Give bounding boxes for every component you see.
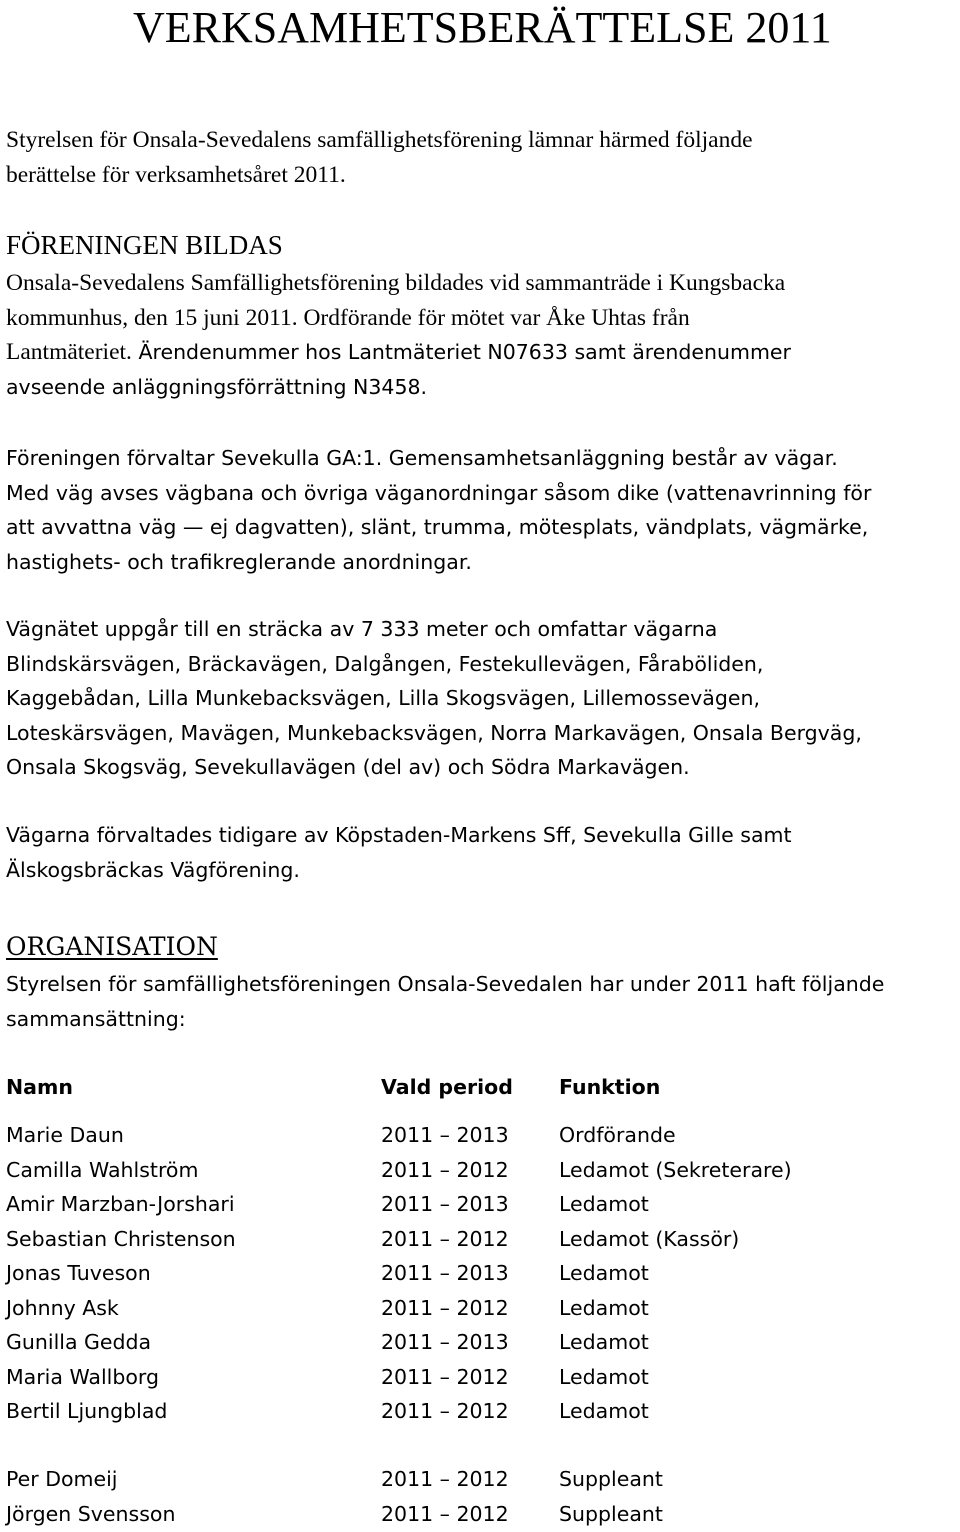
column-header-name: Namn [6, 1075, 73, 1099]
member-name: Gunilla Gedda [6, 1330, 152, 1354]
member-function: Ledamot [559, 1364, 649, 1389]
member-name: Jörgen Svensson [6, 1501, 176, 1526]
member-name: Per Domeij [6, 1467, 118, 1491]
text-line: Blindskärsvägen, Bräckavägen, Dalgången, Festekullevägen, Fåraböliden, [6, 651, 764, 676]
text-line: kommunhus, den 15 juni 2011. Ordförande för mötet var Åke Uhtas från [6, 304, 690, 331]
member-period: 2011 – 2012 [381, 1467, 509, 1491]
text-line: Kaggebådan, Lilla Munkebacksvägen, Lilla Skogsvägen, Lillemossevägen, [6, 686, 760, 710]
member-period: 2011 – 2012 [381, 1399, 509, 1423]
member-name: Bertil Ljungblad [6, 1399, 168, 1423]
member-name: Johnny Ask [6, 1295, 119, 1320]
member-period: 2011 – 2013 [381, 1330, 509, 1354]
member-period: 2011 – 2012 [381, 1501, 509, 1526]
intro-line: Styrelsen för Onsala-Sevedalens samfällighetsförening lämnar härmed följande [6, 127, 753, 153]
member-name: Maria Wallborg [6, 1364, 159, 1389]
management-paragraph [6, 441, 956, 579]
member-function: Ledamot [559, 1399, 649, 1423]
intro-paragraph [6, 123, 956, 192]
intro-line: berättelse för verksamhetsåret 2011. [6, 161, 346, 188]
text-line: Onsala-Sevedalens Samfällighetsförening bildades vid sammanträde i Kungsbacka [6, 270, 786, 296]
member-name: Marie Daun [6, 1123, 124, 1147]
member-function: Ledamot [559, 1192, 649, 1216]
section-heading: ORGANISATION [6, 932, 218, 961]
previous-management-paragraph [6, 818, 956, 887]
text-line: Onsala Skogsväg, Sevekullavägen (del av) och Södra Markavägen. [6, 755, 690, 779]
member-function: Ledamot [559, 1295, 649, 1320]
text-line: Vägnätet uppgår till en sträcka av 7 333 meter och omfattar vägarna [6, 617, 718, 641]
organisation-paragraph [6, 967, 956, 1036]
member-function: Ledamot [559, 1330, 649, 1354]
text-fragment: Ärendenummer hos Lantmäteriet N07633 samt ärendenummer [131, 340, 791, 364]
text-line: Älskogsbräckas Vägförening. [6, 857, 300, 882]
member-function: Ledamot [559, 1261, 649, 1285]
text-line: Vägarna förvaltades tidigare av Köpstaden-Markens Sff, Sevekulla Gille samt [6, 823, 792, 847]
member-name: Jonas Tuveson [6, 1261, 151, 1285]
column-header-period: Vald period [381, 1075, 513, 1099]
page-title: VERKSAMHETSBERÄTTELSE 2011 [133, 3, 832, 52]
text-line: avseende anläggningsförrättning N3458. [6, 374, 428, 399]
section-heading-foreningen-bildas [6, 228, 956, 263]
member-function: Ordförande [559, 1123, 676, 1147]
member-function: Ledamot (Kassör) [559, 1226, 740, 1251]
text-line: Föreningen förvaltar Sevekulla GA:1. Gemensamhetsanläggning består av vägar. [6, 446, 838, 470]
text-fragment: Lantmäteriet. [6, 339, 132, 365]
member-function: Suppleant [559, 1501, 663, 1526]
member-period: 2011 – 2013 [381, 1123, 509, 1147]
formation-paragraph [6, 266, 956, 404]
member-name: Sebastian Christenson [6, 1226, 236, 1251]
text-line: Loteskärsvägen, Mavägen, Munkebacksvägen, Norra Markavägen, Onsala Bergväg, [6, 720, 862, 745]
member-name: Camilla Wahlström [6, 1157, 199, 1182]
member-period: 2011 – 2013 [381, 1192, 509, 1216]
text-line [6, 335, 956, 370]
member-function: Suppleant [559, 1467, 663, 1491]
member-period: 2011 – 2013 [381, 1261, 509, 1285]
member-period: 2011 – 2012 [381, 1295, 509, 1320]
section-heading: FÖRENINGEN BILDAS [6, 230, 283, 260]
text-line: sammansättning: [6, 1006, 186, 1031]
text-line: att avvattna väg — ej dagvatten), slänt, trumma, mötesplats, vändplats, vägmärke, [6, 515, 869, 539]
text-line: Styrelsen för samfällighetsföreningen Onsala-Sevedalen har under 2011 haft följande [6, 972, 885, 996]
section-heading-organisation [6, 930, 956, 965]
member-period: 2011 – 2012 [381, 1364, 509, 1389]
column-header-function: Funktion [559, 1075, 661, 1099]
member-period: 2011 – 2012 [381, 1157, 509, 1182]
text-line: Med väg avses vägbana och övriga väganordningar såsom dike (vattenavrinning för [6, 480, 872, 505]
member-period: 2011 – 2012 [381, 1226, 509, 1251]
road-network-paragraph [6, 612, 956, 785]
member-name: Amir Marzban-Jorshari [6, 1192, 235, 1216]
text-line: hastighets- och trafikreglerande anordningar. [6, 549, 472, 574]
member-function: Ledamot (Sekreterare) [559, 1157, 792, 1182]
